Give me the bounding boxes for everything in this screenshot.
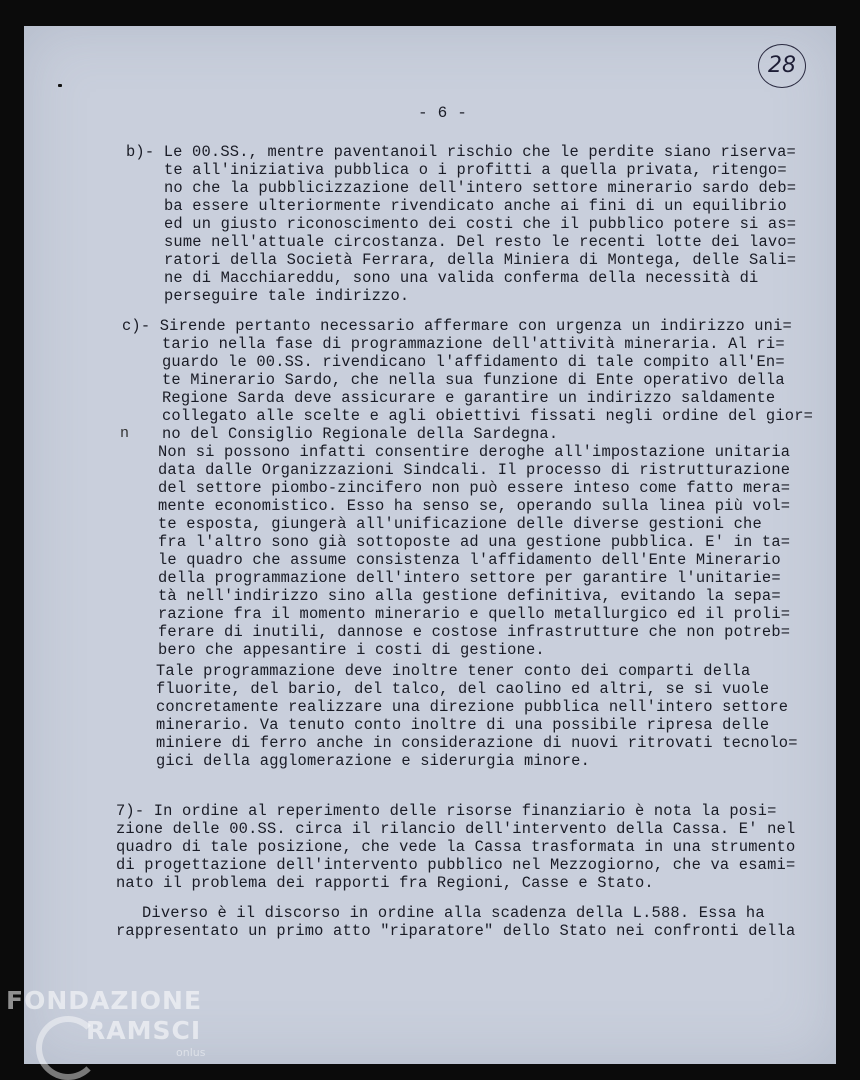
text-line: Tale programmazione deve inoltre tener conto dei comparti della [156, 662, 751, 680]
watermark-line1: FONDAZIONE [6, 986, 203, 1015]
text-line: perseguire tale indirizzo. [164, 287, 410, 305]
watermark-onlus: onlus [176, 1046, 206, 1059]
fondazione-gramsci-watermark [6, 986, 202, 1046]
text-line: ed un giusto riconoscimento dei costi che il pubblico potere si as= [164, 215, 797, 233]
text-line: di progettazione dell'intervento pubblico nel Mezzogiorno, che va esami= [116, 856, 796, 874]
text-line: Regione Sarda deve assicurare e garantire un indirizzo saldamente [162, 389, 776, 407]
text-line: mente economistico. Esso ha senso se, operando sulla linea più vol= [158, 497, 791, 515]
ink-speck [58, 84, 62, 87]
text-line: rappresentato un primo atto "riparatore" dello Stato nei confronti della [116, 922, 796, 940]
text-line: della programmazione dell'intero settore per garantire l'unitarie= [158, 569, 781, 587]
text-line: minerario. Va tenuto conto inoltre di una possibile ripresa delle [156, 716, 770, 734]
text-line: concretamente realizzare una direzione pubblica nell'intero settore [156, 698, 789, 716]
text-line: ferare di inutili, dannose e costose infrastrutture che non potreb= [158, 623, 791, 641]
text-line: le quadro che assume consistenza l'affidamento dell'Ente Minerario [158, 551, 781, 569]
text-line: guardo le 00.SS. rivendicano l'affidamento di tale compito all'En= [162, 353, 785, 371]
text-line: 7)- In ordine al reperimento delle risorse finanziario è nota la posi= [116, 802, 777, 820]
text-line: te all'iniziativa pubblica o i profitti a quella privata, ritengo= [164, 161, 787, 179]
text-line: no che la pubblicizzazione dell'intero settore minerario sardo deb= [164, 179, 797, 197]
text-line: del settore piombo-zincifero non può essere inteso come fatto mera= [158, 479, 791, 497]
margin-note: n [120, 425, 130, 442]
page-stamp: 28 [758, 44, 806, 88]
text-line: ne di Macchiareddu, sono una valida conferma della necessità di [164, 269, 759, 287]
watermark-g-icon [36, 1016, 100, 1080]
text-line: tà nell'indirizzo sino alla gestione definitiva, evitando la sepa= [158, 587, 781, 605]
text-line: te esposta, giungerà all'unificazione delle diverse gestioni che [158, 515, 762, 533]
text-line: Diverso è il discorso in ordine alla scadenza della L.588. Essa ha [142, 904, 765, 922]
text-line: razione fra il momento minerario e quello metallurgico ed il proli= [158, 605, 791, 623]
text-line: no del Consiglio Regionale della Sardegna. [162, 425, 559, 443]
text-line: miniere di ferro anche in considerazione di nuovi ritrovati tecnolo= [156, 734, 798, 752]
text-line: bero che appesantire i costi di gestione. [158, 641, 545, 659]
text-line: fluorite, del bario, del talco, del caolino ed altri, se si vuole [156, 680, 770, 698]
text-line: ratori della Società Ferrara, della Miniera di Montega, delle Sali= [164, 251, 797, 269]
text-line: quadro di tale posizione, che vede la Cassa trasformata in una strumento [116, 838, 796, 856]
text-line: nato il problema dei rapporti fra Regioni, Casse e Stato. [116, 874, 654, 892]
text-line: fra l'altro sono già sottoposte ad una gestione pubblica. E' in ta= [158, 533, 791, 551]
text-line: b)- Le 00.SS., mentre paventanoil rischio che le perdite siano riserva= [126, 143, 796, 161]
page-number: - 6 - [418, 104, 468, 122]
text-line: ba essere ulteriormente rivendicato anche ai fini di un equilibrio [164, 197, 787, 215]
text-line: te Minerario Sardo, che nella sua funzione di Ente operativo della [162, 371, 785, 389]
text-line: data dalle Organizzazioni Sindcali. Il processo di ristrutturazione [158, 461, 791, 479]
text-line: tario nella fase di programmazione dell'attività mineraria. Al ri= [162, 335, 785, 353]
text-line: c)- Sirende pertanto necessario affermare con urgenza un indirizzo uni= [122, 317, 792, 335]
watermark-line2: RAMSCI [86, 1016, 202, 1045]
text-line: gici della agglomerazione e siderurgia minore. [156, 752, 591, 770]
text-line: collegato alle scelte e agli obiettivi fissati negli ordine del gior= [162, 407, 814, 425]
text-line: Non si possono infatti consentire deroghe all'impostazione unitaria [158, 443, 791, 461]
text-line: zione delle 00.SS. circa il rilancio dell'intervento della Cassa. E' nel [116, 820, 796, 838]
text-line: sume nell'attuale circostanza. Del resto le recenti lotte dei lavo= [164, 233, 797, 251]
